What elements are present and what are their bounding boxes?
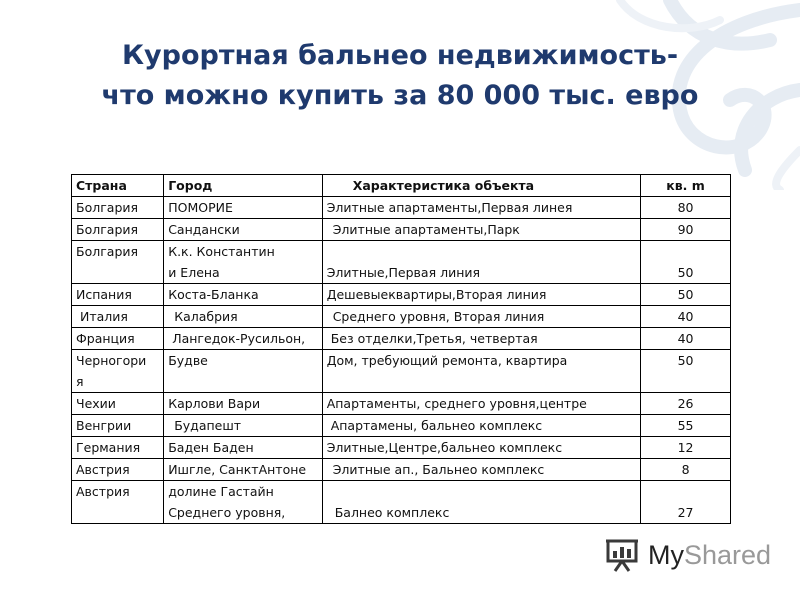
- cell-country: Франция: [72, 328, 164, 350]
- cell-description: Дешевыеквартиры,Вторая линия: [322, 284, 640, 306]
- cell-description: Элитные,Первая линия: [322, 241, 640, 284]
- header-description: Характеристика объекта: [322, 175, 640, 197]
- cell-city: Сандански: [164, 219, 323, 241]
- cell-city: Калабрия: [164, 306, 323, 328]
- cell-city: [164, 481, 323, 524]
- cell-description: Элитные апартаменты,Первая линея: [322, 197, 640, 219]
- cell-city: ПОМОРИЕ: [164, 197, 323, 219]
- cell-city-line-2: и Елена: [168, 265, 220, 280]
- cell-country: Австрия: [72, 459, 164, 481]
- cell-city: Коста-Бланка: [164, 284, 323, 306]
- cell-city: Карлови Вари: [164, 393, 323, 415]
- cell-area: 40: [641, 306, 731, 328]
- table-row: [72, 481, 731, 524]
- cell-country: Болгария: [72, 241, 164, 284]
- header-area: кв. m: [641, 175, 731, 197]
- cell-country: Австрия: [72, 481, 164, 524]
- cell-country: [72, 350, 164, 393]
- cell-description: Дом, требующий ремонта, квартира: [322, 350, 640, 393]
- table-row: [72, 350, 731, 393]
- cell-city-line-2: Среднего уровня,: [168, 505, 286, 520]
- logo-brand-main: My: [648, 539, 684, 570]
- table-row: [72, 437, 731, 459]
- cell-country: Венгрии: [72, 415, 164, 437]
- cell-description: Среднего уровня, Вторая линия: [322, 306, 640, 328]
- title-line-2: что можно купить за 80 000 тыс. евро: [101, 80, 699, 111]
- table-row: [72, 415, 731, 437]
- cell-city: [164, 241, 323, 284]
- cell-area: 12: [641, 437, 731, 459]
- cell-country-line-1: Черногори: [76, 353, 147, 368]
- cell-area: 40: [641, 328, 731, 350]
- table-row: [72, 284, 731, 306]
- cell-area: 90: [641, 219, 731, 241]
- cell-country: Болгария: [72, 219, 164, 241]
- cell-description: Без отделки,Третья, четвертая: [322, 328, 640, 350]
- table-row: [72, 306, 731, 328]
- slide-title: [0, 36, 800, 116]
- cell-country: Германия: [72, 437, 164, 459]
- header-country: Страна: [72, 175, 164, 197]
- cell-country: Чехии: [72, 393, 164, 415]
- presentation-board-icon: [604, 537, 642, 573]
- cell-description: Элитные ап., Бальнео комплекс: [322, 459, 640, 481]
- logo-brand-rest: Shared: [684, 539, 772, 570]
- cell-city: Баден Баден: [164, 437, 323, 459]
- cell-area: 27: [641, 481, 731, 524]
- cell-area: 50: [641, 350, 731, 393]
- table-row: [72, 241, 731, 284]
- cell-city: Будапешт: [164, 415, 323, 437]
- cell-description: Апартамены, бальнео комплекс: [322, 415, 640, 437]
- cell-area: 50: [641, 241, 731, 284]
- title-line-1: Курортная бальнео недвижимость-: [121, 40, 679, 71]
- table-row: [72, 219, 731, 241]
- cell-country: Испания: [72, 284, 164, 306]
- header-city: Город: [164, 175, 323, 197]
- cell-country: Болгария: [72, 197, 164, 219]
- cell-city: Будве: [164, 350, 323, 393]
- cell-area: 55: [641, 415, 731, 437]
- cell-city: Лангедок-Русильон,: [164, 328, 323, 350]
- cell-country: Италия: [72, 306, 164, 328]
- cell-city-line-1: К.к. Константин: [168, 244, 275, 259]
- cell-area: 80: [641, 197, 731, 219]
- table-row: [72, 393, 731, 415]
- cell-city: Ишгле, СанктАнтоне: [164, 459, 323, 481]
- table-header-row: [72, 175, 731, 197]
- cell-area: 50: [641, 284, 731, 306]
- cell-area: 8: [641, 459, 731, 481]
- cell-description: Апартаменты, среднего уровня,центре: [322, 393, 640, 415]
- property-table: [71, 174, 731, 524]
- cell-area: 26: [641, 393, 731, 415]
- cell-country-line-2: я: [76, 374, 84, 389]
- cell-description: Балнео комплекс: [322, 481, 640, 524]
- logo-wordmark: [648, 540, 771, 571]
- table-row: [72, 328, 731, 350]
- cell-city-line-1: долине Гастайн: [168, 484, 274, 499]
- table-row: [72, 459, 731, 481]
- cell-description: Элитные,Центре,бальнео комплекс: [322, 437, 640, 459]
- table-row: [72, 197, 731, 219]
- cell-description: Элитные апартаменты,Парк: [322, 219, 640, 241]
- myshared-logo[interactable]: [604, 537, 771, 573]
